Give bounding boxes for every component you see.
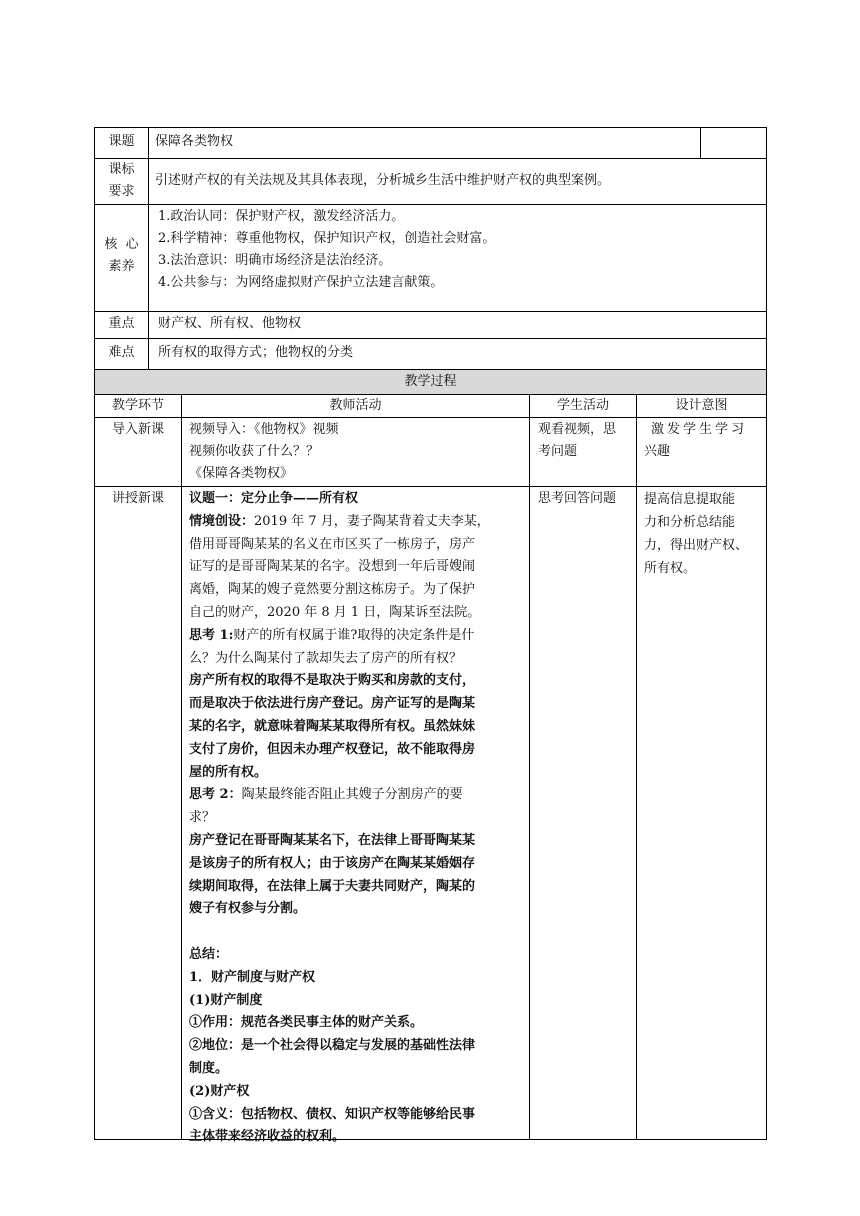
difficulty-value: 所有权的取得方式；他物权的分类 <box>158 345 354 360</box>
column-header-teacher: 教师活动 <box>329 398 382 413</box>
key-points-value: 财产权、所有权、他物权 <box>158 316 302 331</box>
issue-title: 议题一：定分止争——所有权 <box>189 491 359 506</box>
stage-lecture: 讲授新课 <box>111 491 164 506</box>
design-intent-lecture: 提高信息提取能 力和分析总结能 力，得出财产权、 所有权。 <box>644 492 749 576</box>
topic-label: 课题 <box>108 134 135 149</box>
core-literacy-label: 核 心 素养 <box>104 237 139 274</box>
core-item: 4.公共参与：为网络虚拟财产保护立法建言献策。 <box>158 275 444 290</box>
column-header-intent: 设计意图 <box>675 398 728 413</box>
standard-value: 引述财产权的有关法规及其具体表现，分析城乡生活中维护财产权的典型案例。 <box>155 173 611 188</box>
teacher-activity-lecture: 议题一：定分止争——所有权 情境创设：2019 年 7 月，妻子陶某背着丈夫李某， 借用哥哥陶某某的名义在市区买了一栋房子，房产 证写的是哥哥陶某某的名字。没想到一年后哥嫂闹 离婚，陶某的嫂子竟然要分割这栋房子。为了保护 自己的财产，2020 年 8 月 1 日，陶某诉至法院。 思考 1:财产的所有权属于谁?取得的决定条件是什 么？为什么陶某付了款却失去了房产的所有权？ 房产所有权的取得不是取决于购买和房款的支付， 而是取决于依法进行房产登记。房产证写的是陶某 某的名字，就意味着陶某某取得所有权。虽然妹妹 支付了房价，但因未办理产权登记，故不能取得房 屋的所有权。 思考 2：陶某最终能否阻止其嫂子分割房产的要 求？ 房产登记在哥哥陶某某名下，在法律上哥哥陶某某 是该房子的所有权人；由于该房产在陶某某婚姻存 续期间取得，在法律上属于夫妻共同财产，陶某的 嫂子有权参与分割。 总结： 1．财产制度与财产权 (1)财产制度 ①作用：规范各类民事主体的财产关系。 ②地位：是一个社会得以稳定与发展的基础性法律 制度。 (2)财产权 ①含义：包括物权、债权、知识产权等能够给民事 主体带来经济收益的权利。 <box>189 488 527 1149</box>
stage-intro: 导入新课 <box>111 422 164 437</box>
core-item: 3.法治意识：明确市场经济是法治经济。 <box>158 253 392 268</box>
core-item: 2.科学精神：尊重他物权，保护知识产权，创造社会财富。 <box>158 231 496 246</box>
topic-value: 保障各类物权 <box>155 134 234 149</box>
key-points-label: 重点 <box>108 316 135 331</box>
teacher-activity-intro: 视频导入：《他物权》视频 视频你收获了什么？？ 《保障各类物权》 <box>189 422 339 481</box>
question-2-label: 思考 2： <box>189 787 242 803</box>
core-literacy-list <box>158 206 758 294</box>
student-activity-lecture: 思考回答问题 <box>538 491 617 506</box>
standard-label: 课标 要求 <box>108 162 135 199</box>
column-header-student: 学生活动 <box>556 398 609 413</box>
question-1-label: 思考 1: <box>189 627 234 643</box>
difficulty-label: 难点 <box>108 345 135 360</box>
core-item: 1.政治认同：保护财产权，激发经济活力。 <box>158 209 405 224</box>
column-header-stage: 教学环节 <box>111 398 164 413</box>
design-intent-intro: 激发学生学习 兴趣 <box>644 422 748 459</box>
scenario-label: 情境创设： <box>189 513 255 529</box>
process-title: 教学过程 <box>404 374 457 389</box>
student-activity-intro: 观看视频，思 考问题 <box>538 422 617 459</box>
